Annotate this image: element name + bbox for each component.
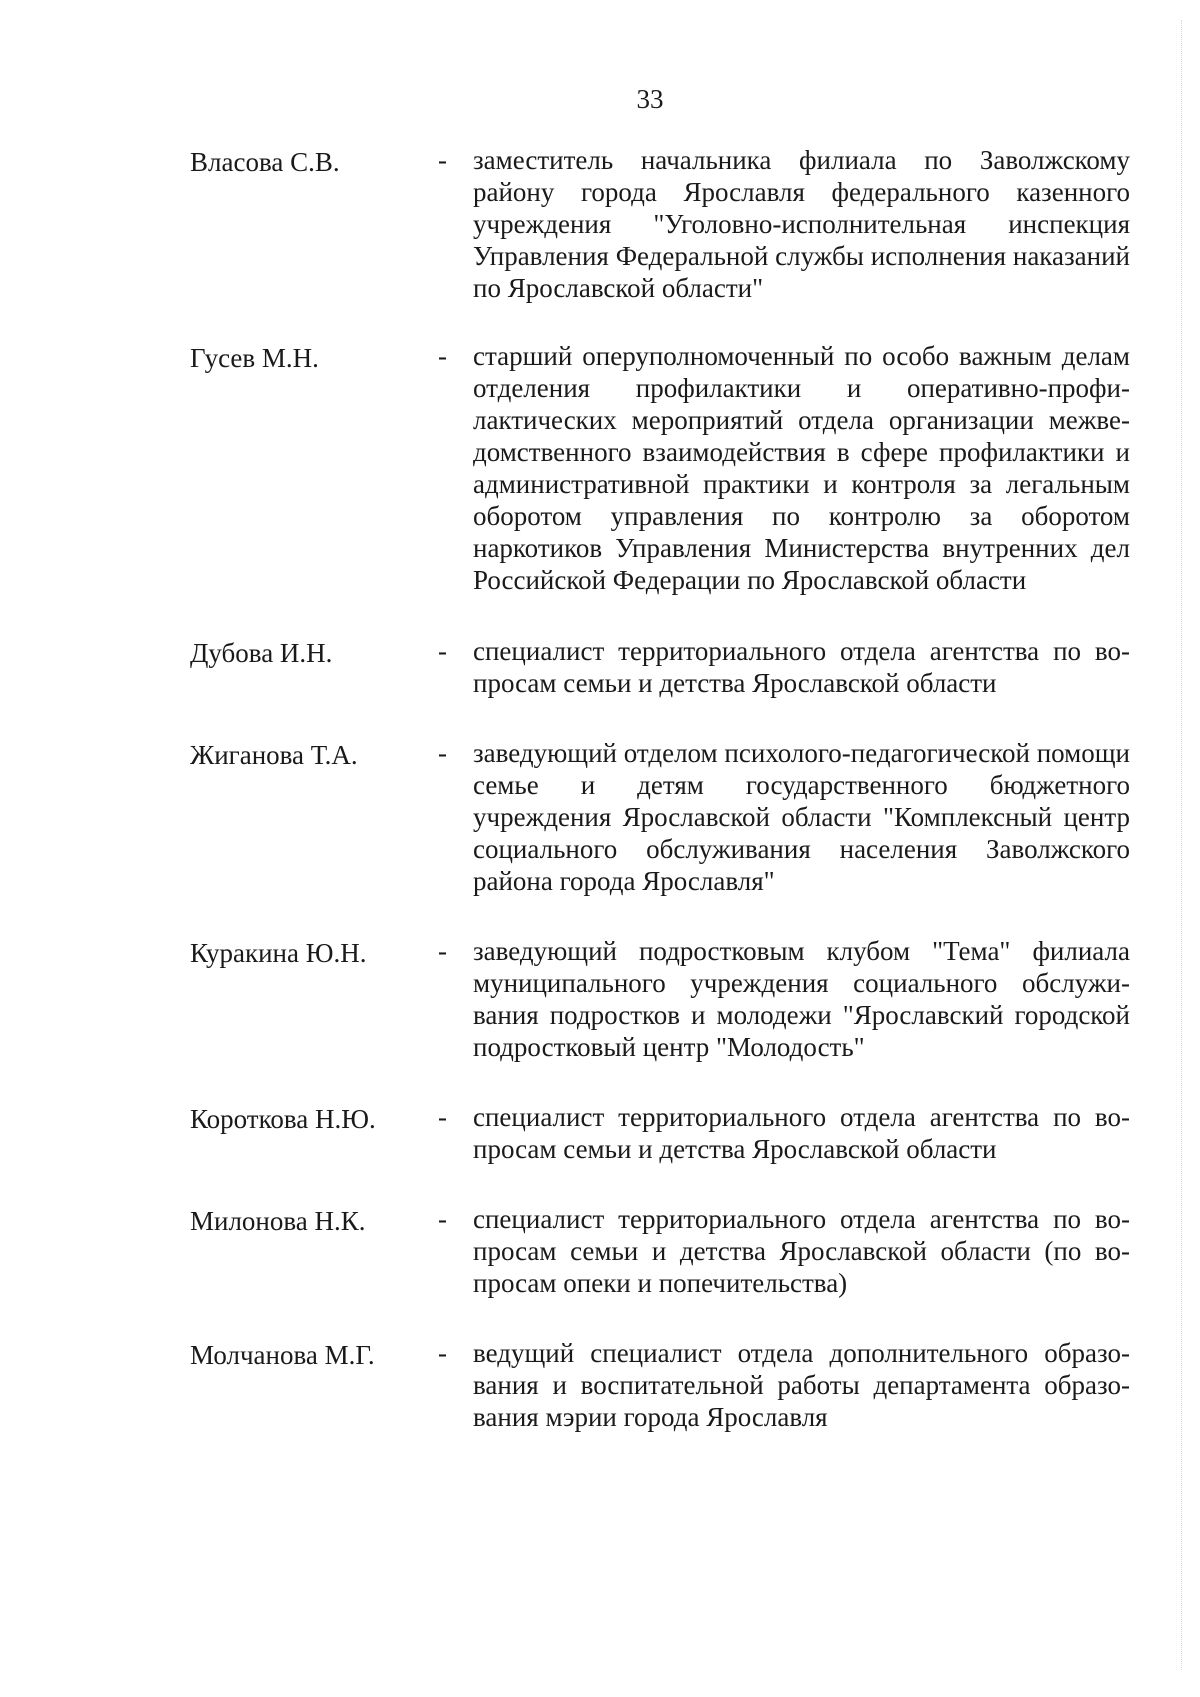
member-position: заведующий отделом психолого-педагогической помощи семье и детям государственного бюджетного учреждения Ярославской области "Комплексный центр социального обслуживания населения Заволжского района города Ярославля" [473,738,1130,896]
member-name: Жиганова Т.А. [190,740,358,770]
scan-edge-line [1180,20,1182,1670]
member-name: Короткова Н.Ю. [190,1104,376,1134]
member-name: Гусев М.Н. [190,343,319,373]
member-position: заместитель начальника филиала по Заволжскому району города Ярославля федерального казенного учреждения "Уголовно-исполнительная инспекция Управления Федеральной службы исполнения наказаний по Ярославской области" [473,145,1130,303]
dash-separator: - [438,738,447,768]
list-item [190,1203,1130,1299]
list-item [190,1101,1130,1165]
list-item [190,935,1130,1063]
list-item [190,635,1130,699]
member-position: заведующий подростковым клубом "Тема" филиала муниципального учреждения социального обслуживания подростков и молодежи "Ярославский городской подростковый центр "Молодость" [473,936,1130,1062]
dash-separator: - [438,636,447,666]
list-item [190,340,1130,596]
dash-separator: - [438,145,447,175]
list-item [190,144,1130,304]
dash-separator: - [438,341,447,371]
member-name: Власова С.В. [190,147,340,177]
list-item [190,737,1130,897]
list-item [190,1337,1130,1433]
member-name: Дубова И.Н. [190,638,333,668]
member-position: ведущий специалист отдела дополнительного образования и воспитательной работы департамента образования мэрии города Ярославля [473,1338,1130,1432]
dash-separator: - [438,1102,447,1132]
dash-separator: - [438,1204,447,1234]
dash-separator: - [438,1338,447,1368]
dash-separator: - [438,936,447,966]
member-list [190,144,1130,1433]
member-position: специалист территориального отдела агентства по вопросам семьи и детства Ярославской области [473,1102,1130,1164]
member-position: старший оперуполномоченный по особо важным делам отделения профилактики и оперативно-профилактических мероприятий отдела организации межведомственного взаимодействия в сфере профилактики и административной практики и контроля за легальным оборотом управления по контролю за оборотом наркотиков Управления Министерства внутренних дел Российской Федерации по Ярославской области [473,341,1130,595]
member-position: специалист территориального отдела агентства по вопросам семьи и детства Ярославской области [473,636,1130,698]
page-number: 33 [636,84,664,114]
member-name: Молчанова М.Г. [190,1340,375,1370]
member-name: Куракина Ю.Н. [190,938,367,968]
member-position: специалист территориального отдела агентства по вопросам семьи и детства Ярославской области (по вопросам опеки и попечительства) [473,1204,1130,1298]
member-name: Милонова Н.К. [190,1206,366,1236]
